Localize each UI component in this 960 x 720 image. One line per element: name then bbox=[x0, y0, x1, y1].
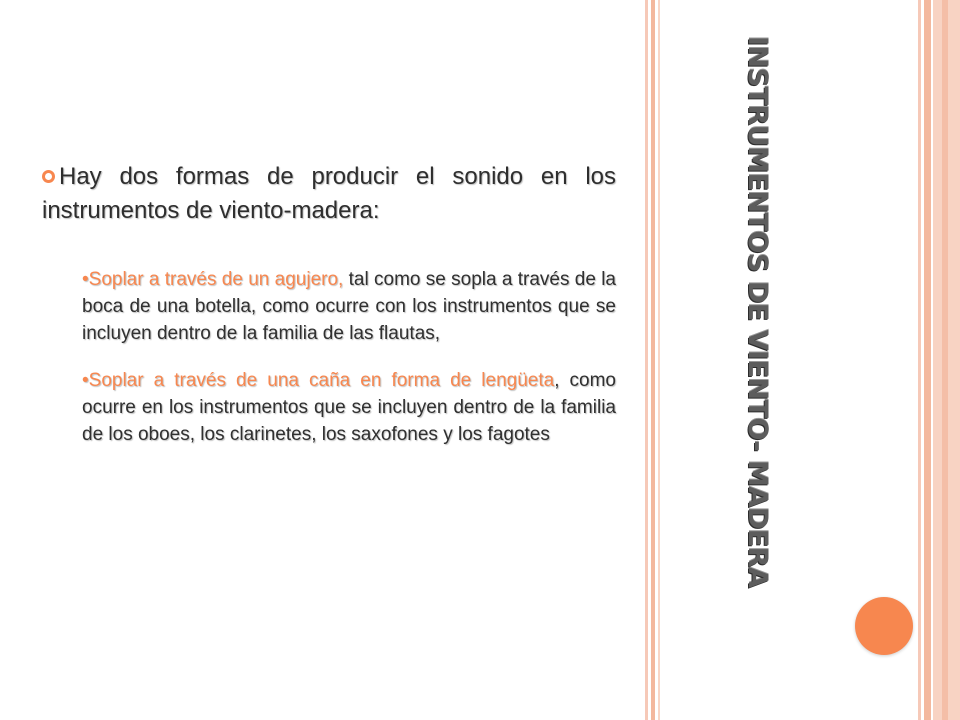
slide-title bbox=[742, 36, 782, 656]
bullet-dot-icon: • bbox=[82, 370, 89, 391]
orange-circle-icon bbox=[855, 597, 913, 655]
decor-stripe bbox=[924, 0, 931, 720]
list-item bbox=[82, 266, 616, 347]
sub-bullet-list bbox=[82, 266, 616, 448]
decor-stripe bbox=[942, 0, 948, 720]
item-highlight: Soplar a través de una caña en forma de lengüeta bbox=[88, 370, 555, 391]
decor-stripe bbox=[918, 0, 921, 720]
decor-stripe bbox=[651, 0, 655, 720]
orange-ring-bullet-icon bbox=[42, 170, 55, 183]
slide-title-text: INSTRUMENTOS DE VIENTO- MADERA bbox=[742, 36, 773, 588]
decor-stripe bbox=[658, 0, 660, 720]
item-text: tal como se sopla a través de la boca de una botella, como ocurre con los instrumentos que se incluyen dentro de la familia de las flautas, bbox=[82, 269, 616, 344]
intro-text: Hay dos formas de producir el sonido en los instrumentos de viento-madera: bbox=[42, 163, 616, 224]
intro-paragraph bbox=[42, 160, 616, 228]
item-highlight: Soplar a través de un agujero, bbox=[88, 269, 344, 290]
decor-stripe bbox=[645, 0, 648, 720]
content-area bbox=[42, 160, 616, 468]
list-item bbox=[82, 367, 616, 448]
item-text: , como ocurre en los instrumentos que se incluyen dentro de la familia de los oboes, los clarinetes, los saxofones y los fagotes bbox=[82, 370, 616, 445]
bullet-dot-icon: • bbox=[82, 269, 89, 290]
